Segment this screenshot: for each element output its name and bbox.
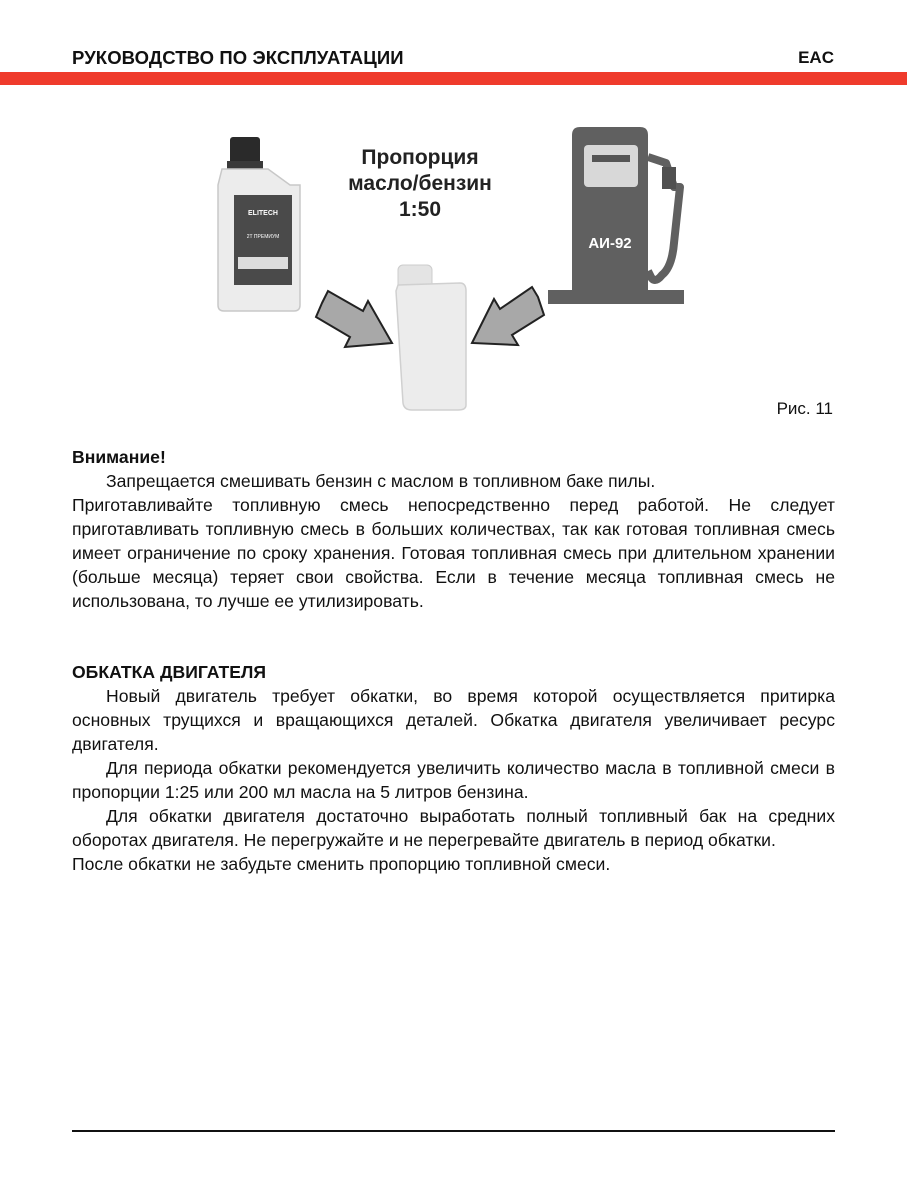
oil-bottle-icon bbox=[218, 137, 300, 311]
left-arrow-icon bbox=[316, 291, 392, 347]
right-arrow-icon bbox=[472, 287, 544, 345]
oil-label-text: 2Т ПРЕМИУМ bbox=[246, 234, 280, 240]
breakin-paragraph-2: Для периода обкатки рекомендуется увеличить количество масла в топливной смеси в пропорции 1:25 или 200 мл масла на 5 литров бензина. bbox=[72, 758, 835, 802]
attention-heading: Внимание! bbox=[72, 447, 166, 467]
breakin-heading: ОБКАТКА ДВИГАТЕЛЯ bbox=[72, 662, 267, 682]
attention-paragraph: Приготавливайте топливную смесь непосредственно перед работой. Не следует приготавливать топливную смесь в больших количествах, так как готовая топливная смесь имеет ограничение по сроку хранения. Готовая топливная смесь при длительном хранении (больше месяца) теряет свои свойства. Если в течение месяца топливная смесь не использована, то лучше ее утилизировать. bbox=[72, 495, 835, 611]
proportion-label bbox=[330, 145, 510, 223]
attention-section bbox=[72, 445, 835, 613]
page-header-title: РУКОВОДСТВО ПО ЭКСПЛУАТАЦИИ bbox=[72, 47, 404, 68]
eac-mark: EAC bbox=[798, 48, 834, 67]
breakin-paragraph-4: После обкатки не забудьте сменить пропорцию топливной смеси. bbox=[72, 854, 611, 874]
proportion-line-2: масло/бензин bbox=[348, 172, 492, 195]
oil-brand-text: ELITECH bbox=[248, 210, 278, 217]
footer-rule bbox=[72, 1130, 835, 1132]
breakin-section bbox=[72, 660, 835, 876]
header-red-bar bbox=[0, 72, 907, 85]
attention-warning: Запрещается смешивать бензин с маслом в топливном баке пилы. bbox=[106, 471, 656, 491]
fuel-pump-icon bbox=[548, 127, 684, 304]
mix-canister-icon bbox=[396, 265, 466, 410]
breakin-paragraph-3: Для обкатки двигателя достаточно выработать полный топливный бак на средних оборотах двигателя. Не перегружайте и не перегревайте двигатель в период обкатки. bbox=[72, 806, 835, 850]
pump-label-text: АИ-92 bbox=[588, 235, 632, 252]
figure-caption: Рис. 11 bbox=[776, 399, 833, 418]
proportion-line-1: Пропорция bbox=[361, 146, 479, 169]
breakin-paragraph-1: Новый двигатель требует обкатки, во время которой осуществляется притирка основных трущихся и вращающихся деталей. Обкатка двигателя увеличивает ресурс двигателя. bbox=[72, 686, 835, 754]
proportion-ratio: 1:50 bbox=[398, 198, 442, 221]
